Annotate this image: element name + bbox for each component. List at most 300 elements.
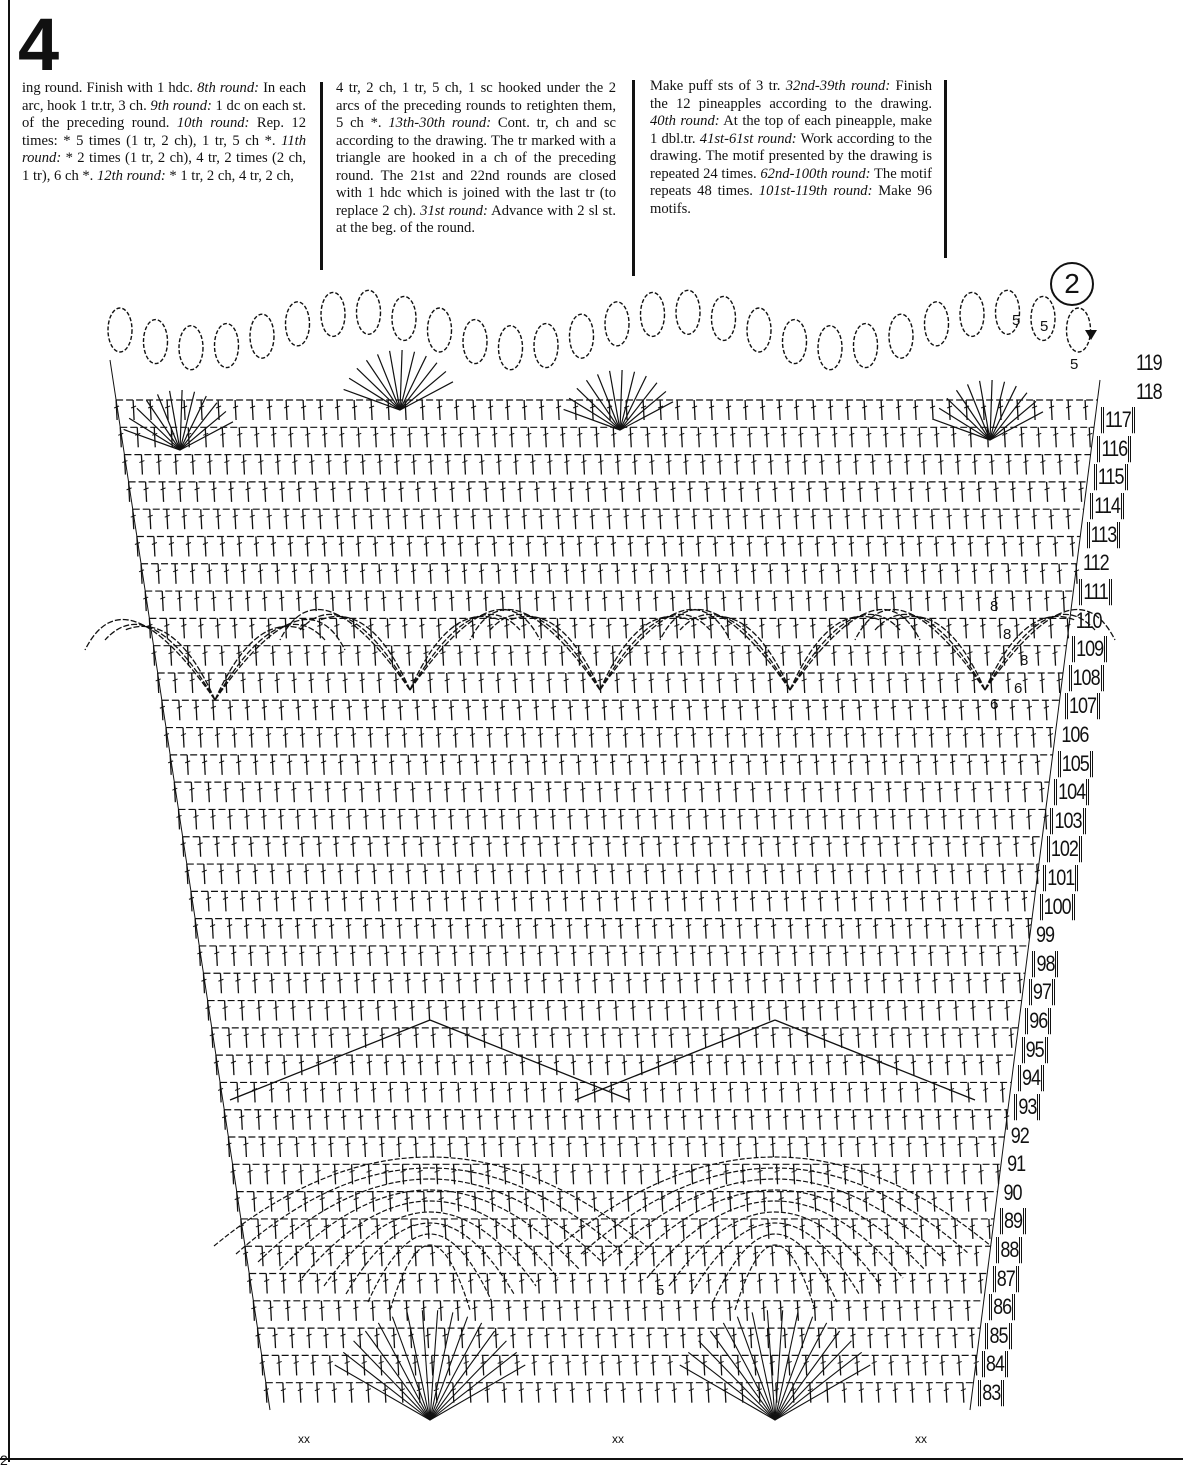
treble-stitch	[469, 482, 470, 502]
treble-stitch	[171, 536, 172, 556]
treble-stitch	[305, 1192, 306, 1212]
instruction-text: * 2 times (1 tr, 2 ch), 4 tr, 2 times (2 ch, 1 tr), 6 ch *.	[22, 150, 306, 184]
treble-stitch	[464, 673, 465, 693]
treble-stitch	[944, 591, 945, 611]
treble-stitch	[685, 455, 686, 475]
treble-stitch	[957, 673, 958, 693]
treble-stitch	[844, 1383, 845, 1403]
treble-stitch	[688, 809, 689, 829]
treble-stitch	[343, 1328, 344, 1348]
treble-stitch	[798, 1192, 799, 1212]
treble-stitch	[630, 536, 631, 556]
treble-stitch	[973, 782, 974, 802]
treble-stitch	[685, 564, 686, 584]
treble-stitch	[456, 509, 457, 529]
treble-stitch	[217, 618, 218, 638]
treble-stitch	[719, 564, 720, 584]
treble-stitch	[566, 455, 567, 475]
treble-stitch	[315, 591, 316, 611]
treble-stitch	[772, 1246, 773, 1266]
round-label: 117	[1101, 407, 1135, 433]
treble-stitch	[197, 482, 198, 502]
treble-stitch	[870, 1328, 871, 1348]
treble-stitch	[287, 1301, 288, 1321]
treble-stitch	[951, 1082, 952, 1102]
treble-stitch	[229, 1028, 230, 1048]
treble-stitch	[981, 1055, 982, 1075]
treble-stitch	[946, 1274, 947, 1294]
treble-stitch	[671, 919, 672, 939]
treble-stitch	[454, 1055, 455, 1075]
treble-stitch	[627, 1301, 628, 1321]
treble-stitch	[317, 1274, 318, 1294]
treble-stitch	[387, 618, 388, 638]
treble-stitch	[254, 1082, 255, 1102]
treble-stitch	[790, 809, 791, 829]
treble-stitch	[424, 1082, 425, 1102]
treble-stitch	[953, 427, 954, 447]
treble-stitch	[260, 564, 261, 584]
treble-stitch	[927, 591, 928, 611]
treble-stitch	[935, 755, 936, 775]
treble-stitch	[365, 809, 366, 829]
treble-stitch	[636, 1355, 637, 1375]
treble-stitch	[774, 591, 775, 611]
instruction-text: Make 96 motifs.	[650, 183, 932, 217]
treble-stitch	[1011, 809, 1012, 829]
treble-stitch	[922, 782, 923, 802]
treble-stitch	[368, 1383, 369, 1403]
treble-stitch	[271, 1192, 272, 1212]
treble-stitch	[314, 809, 315, 829]
treble-stitch	[832, 1082, 833, 1102]
treble-stitch	[842, 700, 843, 720]
treble-stitch	[437, 946, 438, 966]
treble-stitch	[262, 1246, 263, 1266]
treble-stitch	[433, 809, 434, 829]
treble-stitch	[739, 919, 740, 939]
treble-stitch	[615, 1110, 616, 1130]
treble-stitch	[420, 946, 421, 966]
treble-stitch	[277, 455, 278, 475]
treble-stitch	[815, 973, 816, 993]
bottom-mark: xx	[612, 1432, 624, 1446]
treble-stitch	[507, 400, 508, 420]
treble-stitch	[323, 864, 324, 884]
treble-stitch	[438, 837, 439, 857]
treble-stitch	[484, 809, 485, 829]
treble-stitch	[891, 1246, 892, 1266]
treble-stitch	[523, 728, 524, 748]
treble-stitch	[389, 1301, 390, 1321]
treble-stitch	[985, 1192, 986, 1212]
treble-stitch	[592, 509, 593, 529]
treble-stitch	[225, 891, 226, 911]
treble-stitch	[354, 509, 355, 529]
treble-stitch	[305, 973, 306, 993]
treble-stitch	[996, 482, 997, 502]
treble-stitch	[446, 782, 447, 802]
treble-stitch	[853, 1328, 854, 1348]
treble-stitch	[871, 1001, 872, 1021]
treble-stitch	[1055, 646, 1056, 666]
treble-stitch	[502, 591, 503, 611]
treble-stitch	[208, 782, 209, 802]
treble-stitch	[525, 1301, 526, 1321]
treble-stitch	[488, 946, 489, 966]
treble-stitch	[1008, 564, 1009, 584]
treble-stitch	[455, 728, 456, 748]
round-label: 111	[1079, 579, 1111, 605]
treble-stitch	[487, 1383, 488, 1403]
treble-stitch	[882, 1301, 883, 1321]
treble-stitch	[578, 755, 579, 775]
treble-stitch	[442, 864, 443, 884]
treble-stitch	[603, 809, 604, 829]
treble-stitch	[358, 646, 359, 666]
treble-stitch	[956, 782, 957, 802]
treble-stitch	[955, 1328, 956, 1348]
treble-stitch	[674, 1274, 675, 1294]
treble-stitch	[991, 455, 992, 475]
treble-stitch	[373, 1082, 374, 1102]
treble-stitch	[623, 1274, 624, 1294]
picot-arc	[215, 324, 239, 368]
treble-stitch	[289, 864, 290, 884]
treble-stitch	[919, 646, 920, 666]
treble-stitch	[691, 1274, 692, 1294]
treble-stitch	[872, 673, 873, 693]
treble-stitch	[303, 509, 304, 529]
treble-stitch	[798, 973, 799, 993]
treble-stitch	[360, 1328, 361, 1348]
treble-stitch	[327, 782, 328, 802]
treble-stitch	[565, 891, 566, 911]
treble-stitch	[773, 809, 774, 829]
treble-stitch	[183, 618, 184, 638]
treble-stitch	[521, 1274, 522, 1294]
treble-stitch	[379, 673, 380, 693]
treble-stitch	[684, 891, 685, 911]
treble-stitch	[553, 591, 554, 611]
treble-stitch	[758, 482, 759, 502]
treble-stitch	[1016, 728, 1017, 748]
treble-stitch	[812, 618, 813, 638]
round-label: 97	[1029, 979, 1055, 1005]
treble-stitch	[911, 482, 912, 502]
treble-stitch	[934, 973, 935, 993]
treble-stitch	[200, 618, 201, 638]
treble-stitch	[514, 782, 515, 802]
treble-stitch	[874, 1355, 875, 1375]
treble-stitch	[299, 482, 300, 502]
treble-stitch	[966, 509, 967, 529]
treble-stitch	[307, 427, 308, 447]
pineapple-arc	[581, 1168, 969, 1254]
treble-stitch	[391, 755, 392, 775]
treble-stitch	[823, 1246, 824, 1266]
treble-stitch	[709, 1164, 710, 1184]
treble-stitch	[965, 728, 966, 748]
treble-stitch	[632, 1328, 633, 1348]
treble-stitch	[671, 1028, 672, 1048]
treble-stitch	[556, 1055, 557, 1075]
treble-stitch	[1041, 782, 1042, 802]
treble-stitch	[711, 400, 712, 420]
treble-stitch	[1064, 482, 1065, 502]
treble-stitch	[807, 919, 808, 939]
treble-stitch	[581, 1328, 582, 1348]
treble-stitch	[559, 1301, 560, 1321]
treble-stitch	[915, 509, 916, 529]
treble-stitch	[200, 837, 201, 857]
treble-stitch	[395, 1001, 396, 1021]
round-label: 106	[1061, 721, 1089, 747]
treble-stitch	[362, 455, 363, 475]
treble-stitch	[212, 919, 213, 939]
treble-stitch	[838, 564, 839, 584]
treble-stitch	[800, 536, 801, 556]
treble-stitch	[515, 673, 516, 693]
treble-stitch	[800, 646, 801, 666]
treble-stitch	[313, 1246, 314, 1266]
treble-stitch	[429, 782, 430, 802]
treble-stitch	[466, 1355, 467, 1375]
treble-stitch	[898, 400, 899, 420]
treble-stitch	[888, 782, 889, 802]
treble-stitch	[335, 946, 336, 966]
treble-stitch	[430, 455, 431, 475]
treble-stitch	[450, 1028, 451, 1048]
treble-stitch	[828, 946, 829, 966]
treble-stitch	[221, 755, 222, 775]
treble-stitch	[868, 536, 869, 556]
treble-stitch	[475, 1192, 476, 1212]
treble-stitch	[416, 809, 417, 829]
treble-stitch	[256, 536, 257, 556]
treble-stitch	[660, 509, 661, 529]
instruction-text: At the top of each pineapple, make 1 dbl.tr.	[650, 113, 933, 147]
treble-stitch	[493, 755, 494, 775]
round-heading: 12th round:	[96, 167, 166, 184]
treble-stitch	[340, 755, 341, 775]
treble-stitch	[1007, 891, 1008, 911]
treble-stitch	[985, 973, 986, 993]
treble-stitch	[399, 1028, 400, 1048]
treble-stitch	[795, 728, 796, 748]
treble-stitch	[1019, 973, 1020, 993]
treble-stitch	[781, 973, 782, 993]
treble-stitch	[576, 1301, 577, 1321]
treble-stitch	[789, 1246, 790, 1266]
treble-stitch	[785, 1110, 786, 1130]
treble-stitch	[540, 837, 541, 857]
treble-stitch	[297, 809, 298, 829]
round-label: 103	[1050, 808, 1085, 834]
treble-stitch	[1063, 591, 1064, 611]
treble-stitch	[175, 455, 176, 475]
treble-stitch	[659, 618, 660, 638]
treble-stitch	[192, 564, 193, 584]
treble-stitch	[589, 1274, 590, 1294]
treble-stitch	[850, 755, 851, 775]
treble-stitch	[364, 1355, 365, 1375]
treble-stitch	[428, 1110, 429, 1130]
treble-stitch	[940, 564, 941, 584]
treble-stitch	[991, 673, 992, 693]
treble-stitch	[855, 455, 856, 475]
treble-stitch	[646, 864, 647, 884]
treble-stitch	[808, 700, 809, 720]
treble-stitch	[964, 946, 965, 966]
treble-stitch	[923, 564, 924, 584]
treble-stitch	[568, 1246, 569, 1266]
treble-stitch	[434, 700, 435, 720]
treble-stitch	[607, 1055, 608, 1075]
treble-stitch	[905, 782, 906, 802]
bottom-mark: xx	[298, 1432, 310, 1446]
treble-stitch	[496, 1110, 497, 1130]
treble-stitch	[596, 536, 597, 556]
treble-stitch	[990, 782, 991, 802]
treble-stitch	[306, 755, 307, 775]
treble-stitch	[544, 755, 545, 775]
treble-stitch	[651, 673, 652, 693]
treble-stitch	[923, 673, 924, 693]
treble-stitch	[527, 864, 528, 884]
round-label: 99	[1036, 922, 1055, 948]
treble-stitch	[610, 1301, 611, 1321]
treble-stitch	[659, 837, 660, 857]
picot-arc	[321, 292, 345, 336]
treble-stitch	[531, 891, 532, 911]
treble-stitch	[938, 1110, 939, 1130]
treble-stitch	[671, 809, 672, 829]
treble-stitch	[681, 427, 682, 447]
treble-stitch	[694, 509, 695, 529]
treble-stitch	[515, 564, 516, 584]
treble-stitch	[791, 591, 792, 611]
treble-stitch	[704, 1246, 705, 1266]
treble-stitch	[260, 673, 261, 693]
treble-stitch	[662, 973, 663, 993]
treble-stitch	[564, 1219, 565, 1239]
round-heading: 41st-61st round:	[699, 130, 797, 147]
treble-stitch	[241, 1110, 242, 1130]
treble-stitch	[326, 1328, 327, 1348]
treble-stitch	[560, 973, 561, 993]
treble-stitch	[681, 536, 682, 556]
treble-stitch	[336, 728, 337, 748]
bottom-fan-stitch	[775, 1341, 851, 1420]
treble-stitch	[259, 1001, 260, 1021]
treble-stitch	[650, 1001, 651, 1021]
treble-stitch	[300, 1383, 301, 1403]
treble-stitch	[921, 1328, 922, 1348]
treble-stitch	[506, 728, 507, 748]
treble-stitch	[840, 1137, 841, 1157]
treble-stitch	[418, 482, 419, 502]
treble-stitch	[629, 755, 630, 775]
treble-stitch	[438, 728, 439, 748]
treble-stitch	[590, 946, 591, 966]
treble-stitch	[624, 1164, 625, 1184]
treble-stitch	[687, 1355, 688, 1375]
treble-stitch	[415, 1355, 416, 1375]
treble-stitch	[578, 864, 579, 884]
treble-stitch	[836, 1110, 837, 1130]
treble-stitch	[709, 1055, 710, 1075]
treble-stitch	[283, 1274, 284, 1294]
treble-stitch	[201, 400, 202, 420]
treble-stitch	[956, 1001, 957, 1021]
treble-stitch	[154, 427, 155, 447]
treble-stitch	[774, 700, 775, 720]
treble-stitch	[932, 400, 933, 420]
treble-stitch	[564, 1328, 565, 1348]
treble-stitch	[927, 700, 928, 720]
treble-stitch	[439, 400, 440, 420]
treble-stitch	[680, 755, 681, 775]
treble-stitch	[358, 427, 359, 447]
treble-stitch	[255, 755, 256, 775]
treble-stitch	[250, 1164, 251, 1184]
treble-stitch	[458, 1082, 459, 1102]
treble-stitch	[406, 1301, 407, 1321]
treble-stitch	[231, 482, 232, 502]
treble-stitch	[413, 564, 414, 584]
treble-stitch	[662, 1082, 663, 1102]
treble-stitch	[838, 673, 839, 693]
treble-stitch	[749, 427, 750, 447]
treble-stitch	[701, 782, 702, 802]
round-heading: 32nd-39th round:	[785, 78, 891, 94]
treble-stitch	[421, 837, 422, 857]
round-label: 109	[1072, 636, 1107, 662]
treble-stitch	[225, 782, 226, 802]
treble-stitch	[864, 400, 865, 420]
treble-stitch	[772, 1137, 773, 1157]
treble-stitch	[602, 1355, 603, 1375]
treble-stitch	[987, 646, 988, 666]
treble-stitch	[587, 591, 588, 611]
instruction-text: The motif repeats 48 times.	[650, 165, 933, 199]
treble-stitch	[973, 891, 974, 911]
treble-stitch	[819, 1110, 820, 1130]
treble-stitch	[586, 919, 587, 939]
treble-stitch	[705, 919, 706, 939]
treble-stitch	[430, 564, 431, 584]
treble-stitch	[437, 1055, 438, 1075]
treble-stitch	[343, 1110, 344, 1130]
treble-stitch	[270, 1301, 271, 1321]
treble-stitch	[923, 455, 924, 475]
treble-stitch	[977, 919, 978, 939]
treble-stitch	[734, 1219, 735, 1239]
chart-number: 5	[1012, 312, 1021, 329]
treble-stitch	[723, 700, 724, 720]
treble-stitch	[735, 1001, 736, 1021]
treble-stitch	[732, 427, 733, 447]
treble-stitch	[447, 455, 448, 475]
treble-stitch	[845, 1055, 846, 1075]
treble-stitch	[279, 1137, 280, 1157]
treble-stitch	[819, 1219, 820, 1239]
treble-stitch	[256, 427, 257, 447]
treble-stitch	[955, 1110, 956, 1130]
treble-stitch	[734, 1110, 735, 1130]
treble-stitch	[332, 700, 333, 720]
